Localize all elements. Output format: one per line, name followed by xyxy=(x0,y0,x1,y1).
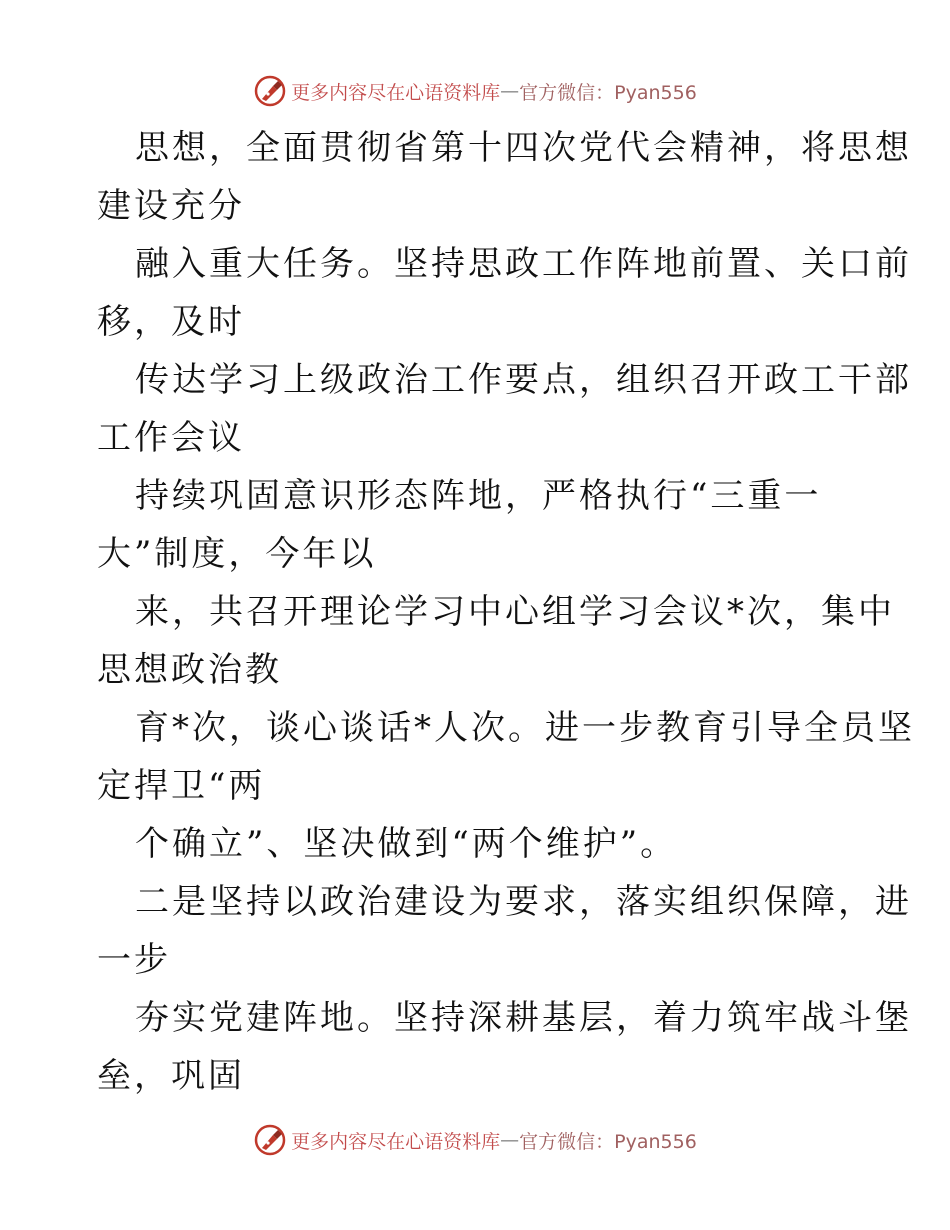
document-line: 融入重大任务。坚持思政工作阵地前置、关口前 xyxy=(135,244,912,284)
document-line: 垒，巩固 xyxy=(97,1056,245,1096)
document-line: 持续巩固意识形态阵地，严格执行“三重一 xyxy=(135,476,822,516)
pen-nib-logo-icon xyxy=(253,1123,287,1157)
document-line: 建设充分 xyxy=(97,186,245,226)
document-line: 传达学习上级政治工作要点，组织召开政工干部 xyxy=(135,360,912,400)
document-line: 定捍卫“两 xyxy=(97,766,266,806)
document-line: 大”制度，今年以 xyxy=(97,534,377,574)
document-line: 育*次，谈心谈话*人次。进一步教育引导全员坚 xyxy=(135,708,915,748)
watermark-separator: — xyxy=(500,1129,520,1151)
document-line: 思想，全面贯彻省第十四次党代会精神，将思想 xyxy=(135,128,912,168)
document-line: 二是坚持以政治建设为要求，落实组织保障，进 xyxy=(135,882,912,922)
document-line: 移，及时 xyxy=(97,302,245,342)
footer-watermark xyxy=(0,1120,950,1160)
document-line: 思想政治教 xyxy=(97,650,282,690)
document-line: 来，共召开理论学习中心组学习会议*次，集中 xyxy=(135,592,895,632)
document-line: 一步 xyxy=(97,940,171,980)
document-line: 工作会议 xyxy=(97,418,245,458)
header-watermark xyxy=(0,71,950,111)
watermark-brand-text: 更多内容尽在心语资料库 xyxy=(291,81,501,104)
pen-nib-logo-icon xyxy=(253,74,287,108)
watermark-contact-text: 官方微信：Pyan556 xyxy=(519,81,697,104)
watermark-separator: — xyxy=(500,80,520,102)
document-line: 个确立”、坚决做到“两个维护”。 xyxy=(135,824,678,864)
document-line: 夯实党建阵地。坚持深耕基层，着力筑牢战斗堡 xyxy=(135,998,912,1038)
watermark-brand-text: 更多内容尽在心语资料库 xyxy=(291,1130,501,1153)
watermark-contact-text: 官方微信：Pyan556 xyxy=(519,1130,697,1153)
